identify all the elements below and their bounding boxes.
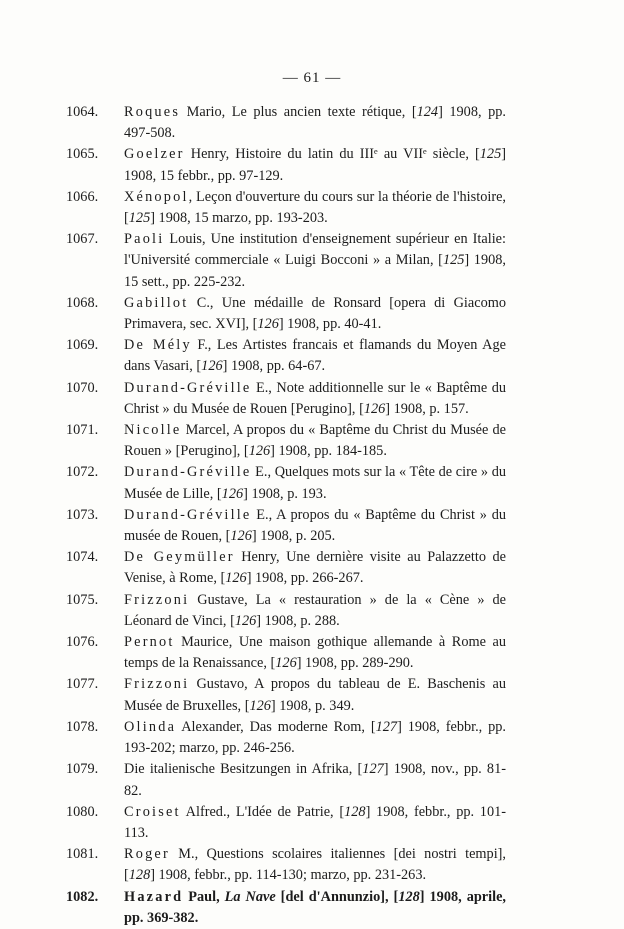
entry-volume: 125 — [442, 252, 465, 269]
entry-number: 1064. — [66, 104, 99, 120]
entry-pages: ] 1908, pp. 497-508. — [124, 104, 506, 142]
entry-text — [66, 144, 506, 186]
entry-author: Goelzer — [124, 146, 185, 163]
entry-volume: 126 — [248, 443, 271, 460]
entry-number: 1066. — [66, 188, 99, 205]
entry-description: E., A propos du « Baptême du Christ » du musée de Rouen, [ — [124, 506, 506, 545]
entry-text — [66, 547, 506, 589]
entry-volume: 126 — [201, 358, 223, 375]
entry-text — [66, 505, 506, 547]
entry-text — [66, 674, 506, 716]
entry-pages: ] 1908, febbr., pp. 114-130; marzo, pp. 231-263. — [150, 867, 427, 884]
entry-pages: ] 1908, p. 193. — [243, 485, 327, 502]
entry-author: Xénopol — [124, 188, 189, 205]
entry-text — [66, 887, 506, 929]
entry-author: Gabillot — [124, 294, 189, 311]
bibliography-entry — [66, 505, 506, 547]
entry-description: Alfred., L'Idée de Patrie, [ — [180, 803, 345, 820]
entry-pages: ] 1908, aprile, pp. 369-382. — [124, 888, 507, 926]
entry-text — [66, 187, 506, 229]
bibliography-entry — [66, 144, 506, 186]
entry-volume: 126 — [249, 697, 271, 714]
bibliography-entry — [66, 462, 506, 504]
entry-pages: ] 1908, pp. 64-67. — [222, 358, 326, 375]
entry-pages: ] 1908, p. 205. — [251, 528, 336, 545]
entry-number: 1065. — [66, 146, 99, 163]
entry-number: 1069. — [66, 337, 99, 354]
entry-text — [66, 802, 506, 844]
entry-volume: 128 — [344, 803, 366, 820]
entry-volume: 124 — [416, 104, 439, 120]
entry-description: Gustavo, A propos du tableau de E. Baschenis au Musée de Bruxelles, [ — [124, 676, 506, 714]
entry-description: E., Note additionnelle sur le « Baptême du Christ » du Musée de Rouen [Perugino], [ — [124, 379, 506, 417]
entry-volume: 126 — [234, 612, 257, 629]
entry-text — [66, 632, 506, 674]
bibliography-entry — [66, 802, 506, 844]
entry-description: , Leçon d'ouverture du cours sur la théorie de l'histoire, [ — [124, 188, 506, 227]
entry-description: Marcel, A propos du « Baptême du Christ du Musée de Rouen » [Perugino], [ — [124, 422, 506, 460]
bibliography-entry — [66, 844, 506, 886]
entry-text — [66, 590, 506, 632]
entry-number: 1074. — [66, 549, 99, 566]
bibliography-entry — [66, 102, 506, 144]
bibliography-entry — [66, 378, 506, 420]
entry-author: Olinda — [124, 718, 177, 735]
entry-pages: ] 1908, pp. 266-267. — [246, 570, 364, 587]
entry-author: Roques — [124, 104, 181, 120]
bibliography-entry — [66, 590, 506, 632]
entry-author: Durand-Gréville — [124, 379, 252, 396]
entry-pages: ] 1908, 15 sett., pp. 225-232. — [124, 252, 506, 290]
entry-pages: ] 1908, p. 288. — [256, 612, 340, 629]
entry-description: Alexander, Das moderne Rom, [ — [176, 718, 376, 735]
page-number: — 61 — — [282, 70, 342, 86]
entry-text — [66, 759, 506, 801]
entry-text — [66, 462, 506, 504]
bibliography-entry — [66, 632, 506, 674]
entry-description: C., Une médaille de Ronsard [opera di Giacomo Primavera, sec. XVI], [ — [124, 294, 506, 333]
bibliography-entry — [66, 717, 506, 759]
entry-description: F., Les Artistes francais et flamands du Moyen Age dans Vasari, [ — [124, 337, 507, 375]
entry-volume: 128 — [398, 888, 420, 905]
bibliography-entry — [66, 887, 506, 929]
entry-pages: ] 1908, pp. 40-41. — [278, 316, 382, 333]
entry-number: 1077. — [66, 676, 99, 693]
entry-volume: 125 — [128, 210, 151, 227]
entry-pages: ] 1908, febbr., pp. 193-202; marzo, pp. 246-256. — [124, 718, 506, 757]
bibliography-entry — [66, 293, 506, 335]
entry-number: 1070. — [66, 379, 99, 396]
entry-number: 1075. — [66, 591, 99, 608]
bibliography-entry — [66, 420, 506, 462]
entry-description: Die italienische Besitzungen in Afrika, [ — [124, 761, 363, 778]
entry-text — [66, 229, 506, 293]
entry-pages: ] 1908, 15 marzo, pp. 193-203. — [150, 210, 328, 227]
entry-text — [66, 102, 506, 144]
entry-number: 1079. — [66, 761, 99, 778]
entry-pages: ] 1908, nov., pp. 81-82. — [124, 761, 506, 799]
entry-description-cont: [del d'Annunzio], [ — [275, 888, 399, 905]
entry-description: Henry, Une dernière visite au Palazzetto de Venise, à Rome, [ — [124, 549, 506, 587]
entry-volume: 126 — [221, 485, 244, 502]
entry-pages: ] 1908, pp. 184-185. — [270, 443, 387, 460]
entry-number: 1080. — [66, 803, 99, 820]
bibliography-entry — [66, 187, 506, 229]
entry-description: Henry, Histoire du latin du IIIᵉ au VIIᵉ siècle, [ — [184, 146, 480, 163]
entry-volume: 127 — [362, 761, 384, 778]
bibliography-entry — [66, 547, 506, 589]
entry-author: Frizzoni — [124, 591, 190, 608]
entry-number: 1081. — [66, 846, 99, 863]
entry-author: Nicolle — [124, 422, 182, 439]
entry-author: Roger — [124, 846, 170, 863]
entry-number: 1076. — [66, 634, 99, 651]
entry-volume: 126 — [225, 570, 247, 587]
entry-description: E., Quelques mots sur la « Tête de cire » du Musée de Lille, [ — [124, 464, 506, 502]
entry-author: Durand-Gréville — [124, 464, 252, 481]
entry-author: Pernot — [124, 634, 175, 651]
entry-text — [66, 335, 506, 377]
entry-number: 1082. — [66, 888, 99, 905]
entry-text — [66, 378, 506, 420]
entry-volume: 126 — [363, 400, 386, 417]
entry-volume: 126 — [275, 655, 297, 672]
entry-text — [66, 844, 506, 886]
entry-number: 1072. — [66, 464, 99, 481]
entry-author: Durand-Gréville — [124, 506, 252, 523]
bibliography-list — [66, 102, 506, 929]
entry-text — [66, 293, 506, 335]
entry-description: Mario, Le plus ancien texte rétique, [ — [180, 104, 417, 120]
entry-number: 1068. — [66, 294, 99, 311]
entry-volume: 126 — [257, 316, 279, 333]
entry-pages: ] 1908, p. 157. — [385, 400, 469, 417]
entry-author: De Geymüller — [124, 549, 235, 566]
entry-author: Frizzoni — [124, 676, 190, 693]
bibliography-entry — [66, 674, 506, 716]
entry-author: Croiset — [124, 803, 181, 820]
entry-number: 1067. — [66, 231, 99, 248]
entry-text — [66, 717, 506, 759]
entry-number: 1071. — [66, 422, 99, 439]
bibliography-entry — [66, 335, 506, 377]
entry-description: Louis, Une institution d'enseignement supérieur en Italie: l'Université commerciale « Luigi Bocconi » a Milan, [ — [124, 231, 506, 269]
entry-description: Maurice, Une maison gothique allemande à Rome au temps de la Renaissance, [ — [124, 634, 506, 672]
entry-volume: 128 — [128, 867, 151, 884]
entry-pages: ] 1908, febbr., pp. 101-113. — [124, 803, 507, 841]
entry-title: La Nave — [224, 888, 276, 905]
entry-volume: 126 — [230, 528, 252, 545]
entry-number: 1078. — [66, 718, 99, 735]
entry-author: Paoli — [124, 231, 165, 248]
entry-volume: 125 — [479, 146, 502, 163]
entry-description: Paul, — [183, 888, 225, 905]
entry-text — [66, 420, 506, 462]
entry-description: Gustave, La « restauration » de la « Cène » de Léonard de Vinci, [ — [124, 591, 506, 629]
entry-number: 1073. — [66, 506, 99, 523]
entry-author: Hazard — [124, 888, 184, 905]
entry-volume: 127 — [375, 718, 398, 735]
bibliography-entry — [66, 759, 506, 801]
entry-author: De Mély — [124, 337, 192, 354]
bibliography-entry — [66, 229, 506, 293]
entry-description: M., Questions scolaires italiennes [dei nostri tempi], [ — [124, 846, 506, 884]
entry-pages: ] 1908, p. 349. — [270, 697, 355, 714]
entry-pages: ] 1908, pp. 289-290. — [296, 655, 414, 672]
entry-pages: ] 1908, 15 febbr., pp. 97-129. — [124, 146, 506, 184]
